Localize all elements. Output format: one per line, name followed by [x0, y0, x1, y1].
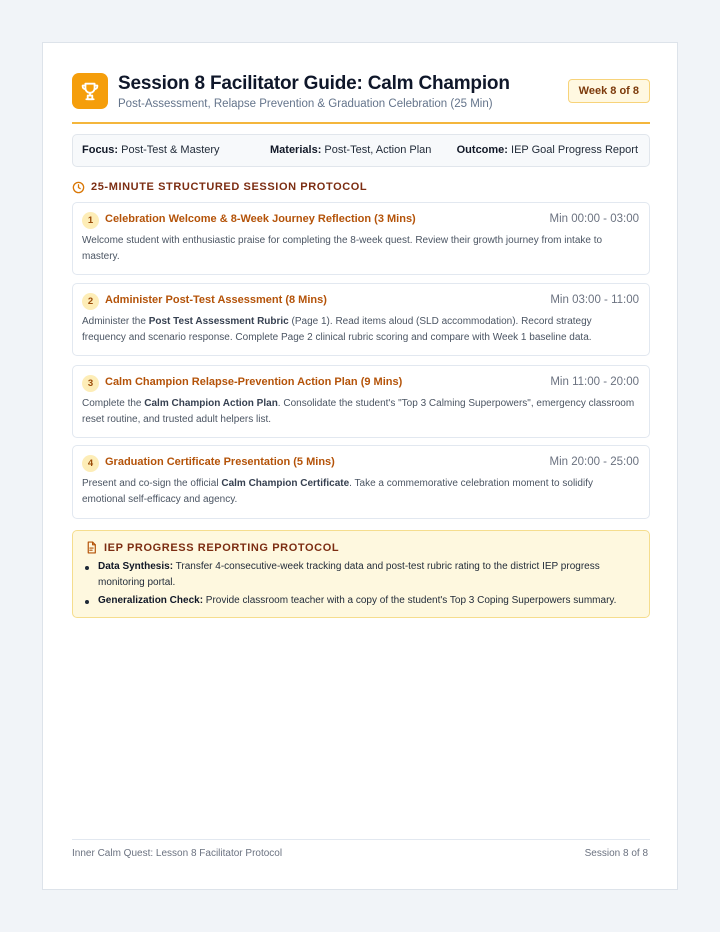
trophy-icon — [72, 73, 108, 109]
iep-item-text: Provide classroom teacher with a copy of the student's Top 3 Coping Superpowers summary. — [203, 595, 617, 606]
protocol-step — [72, 283, 650, 356]
step-number: 1 — [82, 212, 99, 229]
step-description-emphasis: Calm Champion Certificate — [221, 478, 350, 489]
focus-label: Focus: — [82, 144, 119, 156]
outcome-label: Outcome: — [456, 144, 508, 156]
page-title: Session 8 Facilitator Guide: Calm Champion — [118, 73, 510, 94]
list-item — [85, 593, 639, 609]
protocol-step — [72, 365, 650, 438]
protocol-step — [72, 202, 650, 275]
focus-item — [82, 144, 220, 156]
step-time: Min 03:00 - 11:00 — [550, 294, 639, 306]
materials-label: Materials: — [270, 144, 322, 156]
footer-divider — [72, 839, 650, 840]
step-description-text: Present and co-sign the official — [82, 478, 222, 489]
step-description — [82, 233, 637, 265]
header-divider — [72, 122, 650, 124]
list-item — [85, 559, 639, 591]
outcome-item — [457, 144, 638, 156]
protocol-step — [72, 445, 650, 519]
iep-item-text: Transfer 4-consecutive-week tracking data and post-test rubric rating to the district IEP progress monitoring portal. — [98, 561, 600, 588]
step-description-emphasis: Calm Champion Action Plan — [144, 398, 278, 409]
focus-value: Post-Test & Mastery — [121, 144, 220, 156]
step-description-emphasis: Post Test Assessment Rubric — [148, 316, 289, 327]
step-number: 4 — [82, 455, 99, 472]
step-time: Min 11:00 - 20:00 — [550, 376, 639, 388]
iep-item-label: Data Synthesis: — [98, 561, 174, 572]
footer-session-counter: Session 8 of 8 — [584, 848, 648, 859]
iep-item-label: Generalization Check: — [98, 595, 204, 606]
iep-list — [85, 559, 639, 611]
protocol-section-header — [72, 180, 367, 194]
step-description — [82, 396, 637, 428]
step-description — [82, 476, 637, 508]
step-description — [82, 314, 637, 346]
iep-callout-title: IEP PROGRESS REPORTING PROTOCOL — [104, 541, 340, 554]
step-title: Graduation Certificate Presentation (5 Mins) — [105, 456, 335, 468]
iep-callout-header — [85, 541, 339, 554]
step-description-text: Complete the — [82, 398, 145, 409]
page-subtitle: Post-Assessment, Relapse Prevention & Graduation Celebration (25 Min) — [118, 98, 493, 110]
outcome-value: IEP Goal Progress Report — [511, 144, 638, 156]
clock-icon — [72, 181, 85, 194]
step-title: Calm Champion Relapse-Prevention Action Plan (9 Mins) — [105, 376, 403, 388]
step-time: Min 20:00 - 25:00 — [549, 456, 639, 468]
facilitator-guide-page — [42, 42, 678, 890]
step-number: 3 — [82, 375, 99, 392]
page-header — [72, 73, 650, 123]
week-badge: Week 8 of 8 — [568, 79, 650, 103]
step-description-text: (Page 1). Read items aloud (SLD accommodation). Record strategy frequency and scenario response. Complete Page 2 clinical rubric scoring and compare with Week 1 baseline data. — [82, 316, 592, 343]
step-description-text: Administer the — [82, 316, 149, 327]
session-summary-bar — [72, 134, 650, 167]
step-description-text: . Take a commemorative celebration moment to solidify emotional self-efficacy and agency. — [82, 478, 593, 505]
step-title: Celebration Welcome & 8-Week Journey Reflection (3 Mins) — [105, 213, 416, 225]
step-description-text: . Consolidate the student's "Top 3 Calming Superpowers", emergency classroom reset routine, and trusted adult helpers list. — [82, 398, 635, 425]
document-icon — [85, 541, 98, 554]
iep-callout — [72, 530, 650, 618]
step-description-text: Welcome student with enthusiastic praise for completing the 8-week quest. Review their growth journey from intake to mastery. — [82, 235, 603, 262]
footer-document-name: Inner Calm Quest: Lesson 8 Facilitator Protocol — [72, 848, 283, 859]
step-time: Min 00:00 - 03:00 — [549, 213, 639, 225]
step-number: 2 — [82, 293, 99, 310]
materials-value: Post-Test, Action Plan — [324, 144, 432, 156]
materials-item — [270, 144, 431, 156]
protocol-section-title: 25-MINUTE STRUCTURED SESSION PROTOCOL — [91, 181, 368, 193]
step-title: Administer Post-Test Assessment (8 Mins) — [105, 294, 327, 306]
